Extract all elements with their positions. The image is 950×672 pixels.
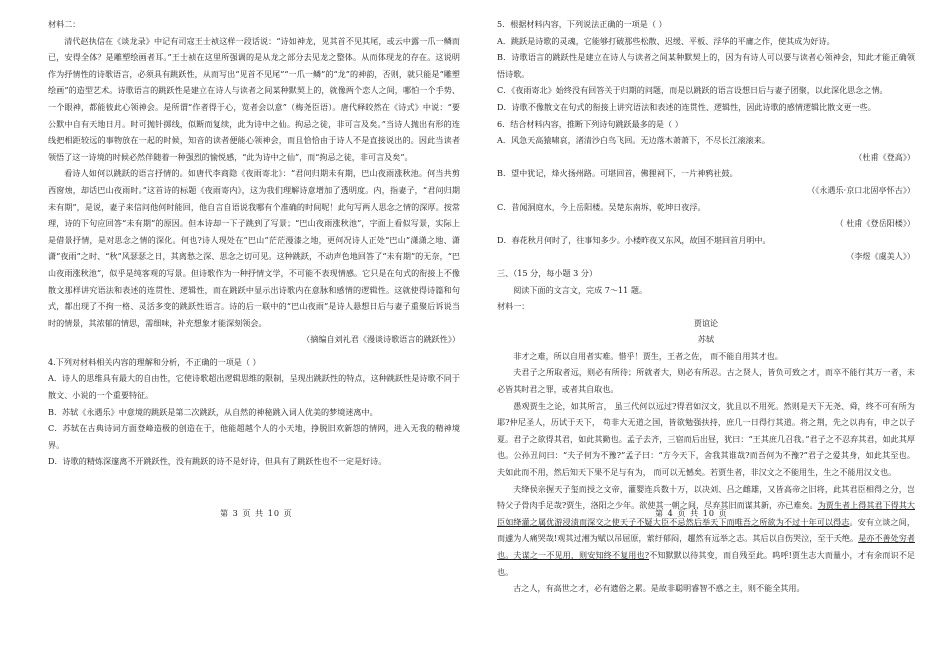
option: B．望中犹记，烽火扬州路。可堪回首，佛狸祠下，一片神鸦社鼓。 <box>497 168 738 179</box>
paragraph: 夫君子之所取者远，则必有所待；所就者大，则必有所忍。古之贤人，皆负可致之才，而卒不能行其万一者，未必皆其时君之罪，或者其自取也。 <box>497 367 915 395</box>
paragraph <box>497 481 915 581</box>
question-6: 6．结合材料内容，推断下列诗句跳跃最多的是（ ） <box>497 118 683 129</box>
source-citation: （摘编自刘礼君《漫谈诗歌语言的跳跃性》） <box>302 334 460 345</box>
option: D．春花秋月何时了，往事知多少。小楼昨夜又东风，故国不堪回首月明中。 <box>497 234 771 245</box>
essay-title: 贾谊论 <box>693 317 719 328</box>
option: D．诗歌不像散文在句式的衔接上讲究语法和表述的连贯性、逻辑性，因此诗歌的感情逻辑比散文更一些。 <box>497 101 876 112</box>
option: A．风急天高猿啸哀，渚清沙白鸟飞回。无边落木萧萧下，不尽长江滚滚来。 <box>497 135 770 146</box>
question-5: 5．根据材料内容，下列说法正确的一项是（ ） <box>497 19 667 29</box>
option: B．苏轼《永遇乐》中意境的跳跃是第二次跳跃，从自然的神秘跳入词人优美的梦境迷离中。 <box>48 406 378 417</box>
text-run: 。安有立谈之间，而遽为人痛哭哉!观其过湘为赋以吊屈原，萦纡郁闷，趯然有远举之志。其后以自伤哭泣，至于夭绝。 <box>497 516 915 544</box>
poem-source: （杜甫《登高》） <box>854 151 915 162</box>
option: C．《夜雨寄北》始终没有回答关于归期的问题，而是以跳跃的语言设想日后与妻子团聚，以此深化思念之情。 <box>497 85 888 96</box>
page-footer: 第 3 页 共 10 页 <box>220 508 293 518</box>
essay-author: 苏轼 <box>697 334 715 345</box>
paragraph: 愚观贾生之论，如其所言， 虽三代何以远过?得君如汉文，犹且以不用死。然则是天下无尧、舜，终不可有所为耶?仲尼圣人，历试于天下， 苟非大无道之国，皆欲勉强扶持，庶几一日得行其道。将之荆，先之以冉有，申之以子夏。君子之欲得其君，如此其勤也。孟子去齐，三宿而后出昼，犹曰：“王其庶几召我。”君子之不忍弃其君，如此其厚也。公孙丑问曰：“夫子何为不豫?”孟子曰：“方今天下，舍我其谁哉?而吾何为不豫?”君子之爱其身，如此其至也。夫如此而不用，然后知天下果不足与有为， 而可以无憾矣。若贾生者，非汉文之不能用生，生之不能用汉文也。 <box>497 400 915 478</box>
section-heading: 三、（15 分，每小题 3 分） <box>497 267 598 278</box>
option: B．诗歌语言的跳跃性是建立在诗人与读者之间某种默契上的，因为有诗人可以要与读者心领神会，知此才能正确领悟诗歌。 <box>497 52 915 79</box>
text-run: 不知默默以待其变，而自残至此。呜呼!贾生志大而量小，才有余而识不足也。 <box>497 550 915 577</box>
option: C．昔闻洞庭水，今上岳阳楼。吴楚东南坼，乾坤日夜浮。 <box>497 201 706 212</box>
poem-source: （《永遇乐·京口北固亭怀古》） <box>807 184 915 195</box>
underlined-sentence: 为贾生者上得其君下得其大臣如绛灌之属优游浸渍而深交之使天子不疑大臣不忌然后举天下而唯吾之所欲为不过十年可以得志 <box>497 500 915 527</box>
material-title: 材料一： <box>497 301 530 312</box>
option: D．诗歌的精炼深邃离不开跳跃性，没有跳跃的诗不是好诗，但具有了跳跃性也不一定是好诗。 <box>48 456 387 467</box>
paragraph: 古之人，有高世之才，必有遗俗之累。是故非聪明睿智不惑之主，则不能全其用。 <box>513 583 805 594</box>
paragraph: 非才之难，所以自用者实难。惜乎！贾生，王者之佐， 而不能自用其才也。 <box>513 350 783 361</box>
page-footer: 第 4 页 共 10 页 <box>655 508 728 518</box>
option: C．苏轼在古典诗词方面登峰造极的创造在于，他能超越个人的小天地，挣脱旧欢新怨的情网，进入无我的精神境界。 <box>48 423 460 450</box>
underlined-sentence: 是亦不善处穷者也。夫谋之一不见用，则安知终不复用也? <box>497 533 915 560</box>
option: A．跳跃是诗歌的灵魂，它能够打破那些松散、迟缓、平板、浮华的平庸之作，使其成为好诗。 <box>497 35 835 46</box>
paragraph: 清代赵执信在《谈龙录》中记有司寇王士祯这样一段话说：“诗如神龙，见其首不见其尾，或云中露一爪一鳞而已，安得全体？是雕塑绘画者耳。”王士祯在这里所强调的是从龙之部分去见龙之整体。从而体现龙的存在。这说明作为抒情性的诗歌语言，必须具有跳跃性，从而写出“见首不见尾”“一爪一鳞”的“龙”的神韵，否则，就只能是“雕塑绘画”的造型艺术。诗歌语言的跳跃性是建立在诗人与读者之间某种默契上的，就像两个恋人之间，哪怕一个手势、一个眼神，都能彼此心领神会。是所谓“作者得于心，览者会以意”（梅尧臣语）。唐代释皎然在《诗式》中说：“要公默中自有天地日月。时可抛针掷线，似断而复续，此为诗中之仙。拘忌之徒，非可言及矣。”当诗人抛出有形的连线把相距较远的事物放在一起的时候，知音的读者便能心领神会，而且恰恰由于诗人不是直接说出的。因此当读者领悟了这一诗境的时候必然伴随着一种强烈的愉悦感，“此为诗中之仙”，而“拘忌之徒，非可言及矣”。 <box>48 35 460 162</box>
question-4: 4.下列对材料相关内容的理解和分析，不正确的一项是（ ） <box>48 356 261 367</box>
option: A．诗人的思维具有最大的自由性，它使诗歌超出逻辑思维的限制，呈现出跳跃性的特点，这种跳跃性是诗歌不同于散文、小说的一个重要特征。 <box>48 373 460 401</box>
left-page <box>48 16 460 470</box>
material-title: 材料二： <box>48 19 81 29</box>
text-run: 夫绛侯亲握天子玺而授之文帝，灌婴连兵数十万，以决刘、吕之雌雄，又皆高帝之旧将，此其君臣相得之分，岂特父子骨肉手足哉?贾生，洛阳之少年。欲使其一朝之间，尽弃其旧而谋其新，亦已难矣。 <box>497 483 915 511</box>
paragraph: 看诗人如何以跳跃的语言抒情的。如唐代李商隐《夜雨寄北》：“君问归期未有期，巴山夜雨涨秋池。何当共剪西窗烛，却话巴山夜雨时。”这首诗的标题《夜雨寄内》，这为我们理解诗意增加了透明度。内，指妻子，“君问归期未有期”，是说，妻子来信问他何时能回，他自言自语说我哪有个准确的时间呢！此句写两人思念之情的深厚。按常理，诗的下句应回答“未有期”的原因。但本诗却一下子跳到了写景；“巴山夜雨涨秋池”，字面上看似写景，实际上是借景抒情，是对思念之情的深化。何也?诗人现处在“巴山”茫茫漫漆之地，更何况诗人正处“巴山”潇潇之地、潇潇“夜雨”之时、“秋”风瑟瑟之日，其离愁之深、思念之切可见。这种跳跃，不动声色地回答了“未有期”的无奈，“巴山夜雨涨秋池”，似乎是纯客观的写景。但诗歌作为一种抒情文学，不可能不表现情感。它只是在句式的衔接上不像散文那样讲究语法和表述的连贯性、逻辑性，而在跳跃中显示出诗歌内在意脉和感情的逻辑性。这就使得诗篇和句式，都出现了不拘一格、灵活多变的跳跃性语言。诗的后一联中的“巴山夜雨”是诗人悬想日后与妻子重聚后诉说当时的情景，其浓郁的情思，需细味，补充想象才能深刻领会。 <box>48 168 460 328</box>
poem-source: （ 杜甫《登岳阳楼》） <box>835 218 915 229</box>
poem-source: （李煜《虞美人》） <box>846 251 915 262</box>
section-instructions: 阅读下面的文言文，完成 7～11 题。 <box>513 284 648 295</box>
